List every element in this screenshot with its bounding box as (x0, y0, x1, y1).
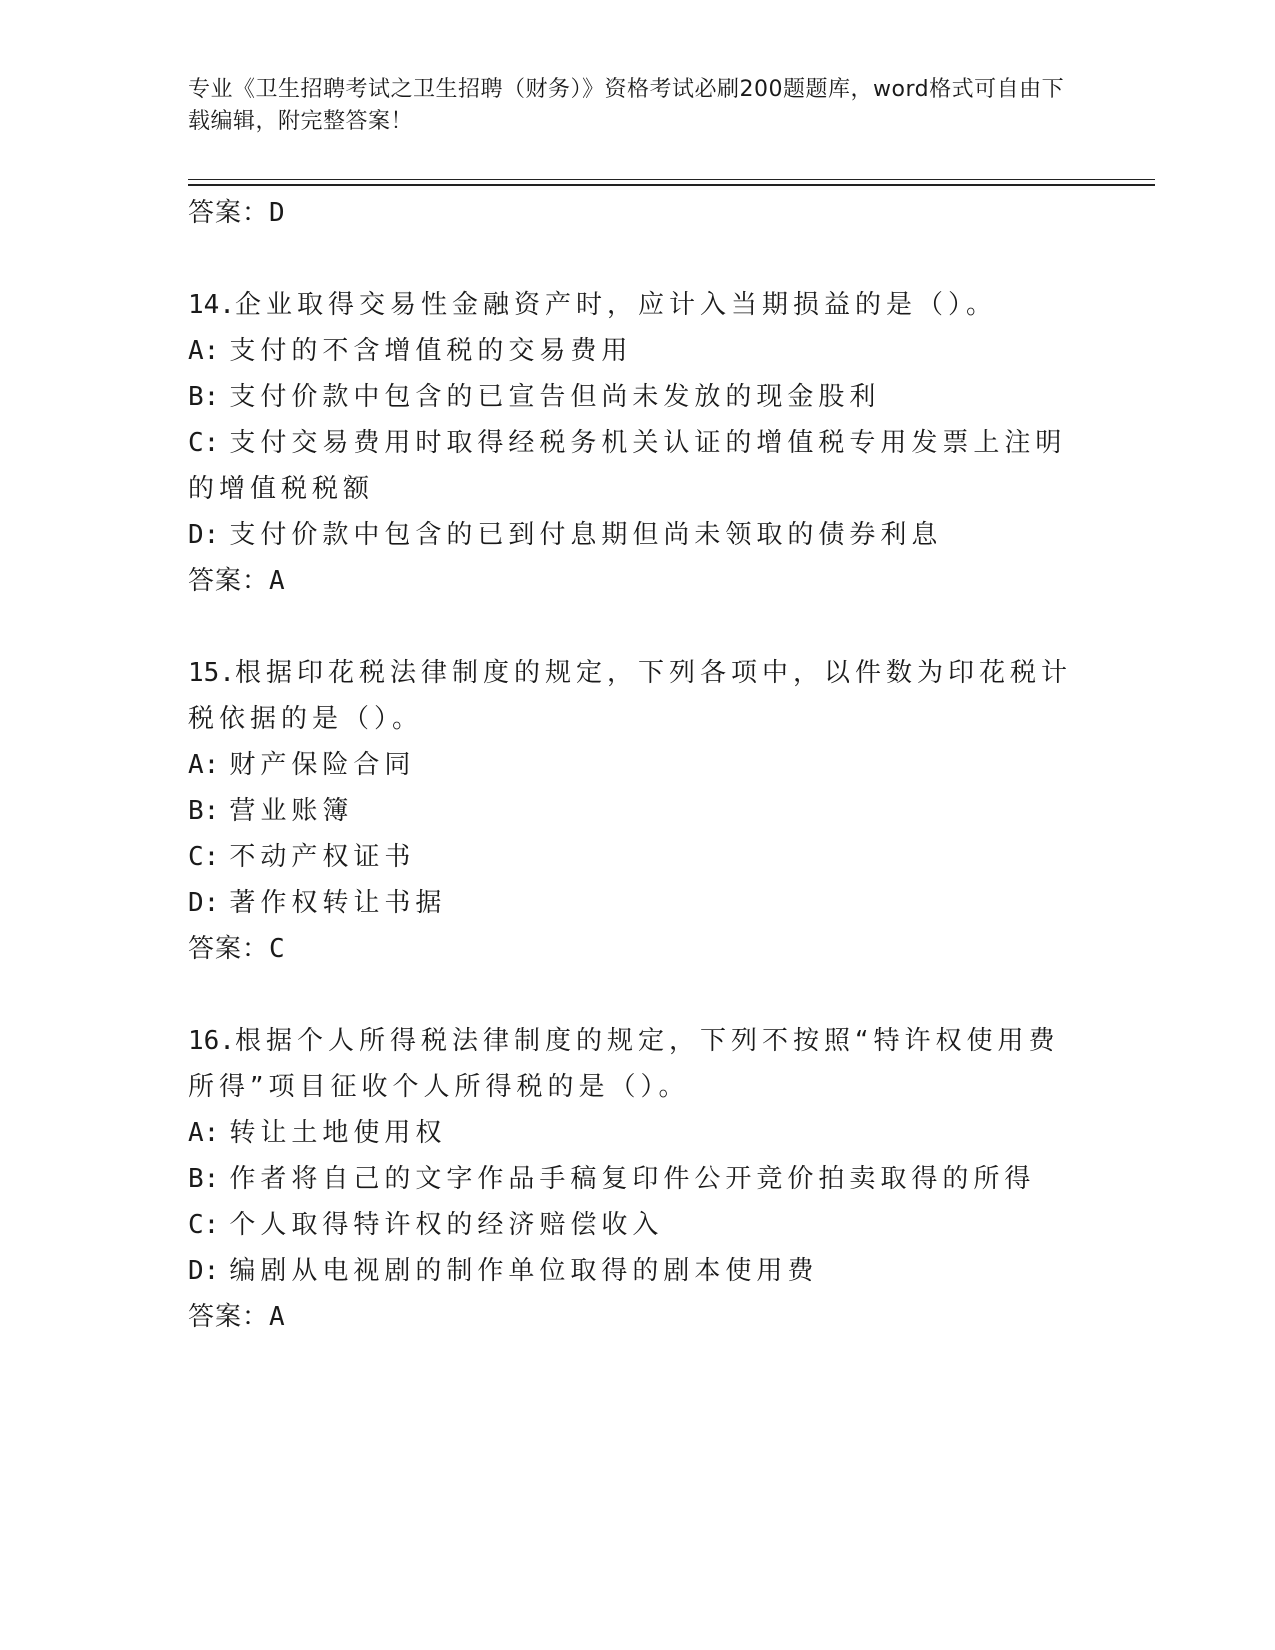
answer-value: A (269, 566, 286, 596)
option-text: 不动产权证书 (229, 842, 416, 872)
option-key: A: (188, 750, 220, 780)
answer-line (188, 190, 1088, 236)
option-key: B: (188, 1164, 220, 1194)
option-a (188, 742, 1088, 788)
header-text: 专业《卫生招聘考试之卫生招聘（财务）》资格考试必刷200题题库，word格式可自由下载编辑，附完整答案！ (188, 77, 1065, 134)
question-block (188, 282, 1088, 604)
option-key: D: (188, 1256, 220, 1286)
option-key: C: (188, 842, 220, 872)
answer-label: 答案： (188, 1302, 270, 1332)
answer-line (188, 558, 1088, 604)
header-divider-thick (188, 184, 1155, 186)
header-divider-thin (188, 179, 1155, 180)
option-text: 编剧从电视剧的制作单位取得的剧本使用费 (229, 1256, 819, 1286)
question-text: 根据印花税法律制度的规定，下列各项中，以件数为印花税计税依据的是（）。 (188, 658, 1072, 734)
answer-value: A (269, 1302, 286, 1332)
option-key: D: (188, 520, 220, 550)
option-key: C: (188, 428, 220, 458)
question-stem (188, 282, 1088, 328)
answer-label: 答案： (188, 198, 270, 228)
question-text: 企业取得交易性金融资产时，应计入当期损益的是（）。 (234, 290, 997, 320)
option-key: A: (188, 1118, 220, 1148)
question-block (188, 1018, 1088, 1340)
option-a (188, 1110, 1088, 1156)
option-text: 转让土地使用权 (229, 1118, 447, 1148)
option-d (188, 880, 1088, 926)
answer-line (188, 1294, 1088, 1340)
answer-line (188, 926, 1088, 972)
option-key: B: (188, 796, 220, 826)
option-b (188, 374, 1088, 420)
question-number: 16. (188, 1026, 235, 1056)
answer-label: 答案： (188, 934, 270, 964)
option-d (188, 1248, 1088, 1294)
option-a (188, 328, 1088, 374)
option-text: 营业账簿 (229, 796, 354, 826)
option-text: 作者将自己的文字作品手稿复印件公开竞价拍卖取得的所得 (229, 1164, 1036, 1194)
option-b (188, 1156, 1088, 1202)
option-text: 个人取得特许权的经济赔偿收入 (229, 1210, 664, 1240)
option-key: B: (188, 382, 220, 412)
option-c (188, 1202, 1088, 1248)
option-b (188, 788, 1088, 834)
question-stem (188, 650, 1088, 742)
option-c (188, 420, 1088, 512)
option-text: 支付交易费用时取得经税务机关认证的增值税专用发票上注明的增值税税额 (188, 428, 1067, 504)
page-header (188, 74, 1068, 138)
option-key: D: (188, 888, 220, 918)
question-stem (188, 1018, 1088, 1110)
document-body (188, 190, 1088, 1340)
option-text: 财产保险合同 (229, 750, 416, 780)
option-c (188, 834, 1088, 880)
question-block (188, 650, 1088, 972)
answer-value: D (269, 198, 286, 228)
option-key: A: (188, 336, 220, 366)
answer-label: 答案： (188, 566, 270, 596)
option-text: 支付价款中包含的已宣告但尚未发放的现金股利 (229, 382, 881, 412)
option-text: 著作权转让书据 (229, 888, 447, 918)
option-d (188, 512, 1088, 558)
option-text: 支付价款中包含的已到付息期但尚未领取的债券利息 (229, 520, 943, 550)
option-text: 支付的不含增值税的交易费用 (229, 336, 633, 366)
question-number: 14. (188, 290, 235, 320)
option-key: C: (188, 1210, 220, 1240)
question-text: 根据个人所得税法律制度的规定，下列不按照“特许权使用费所得”项目征收个人所得税的是（）。 (188, 1026, 1060, 1102)
answer-value: C (269, 934, 286, 964)
question-number: 15. (188, 658, 235, 688)
